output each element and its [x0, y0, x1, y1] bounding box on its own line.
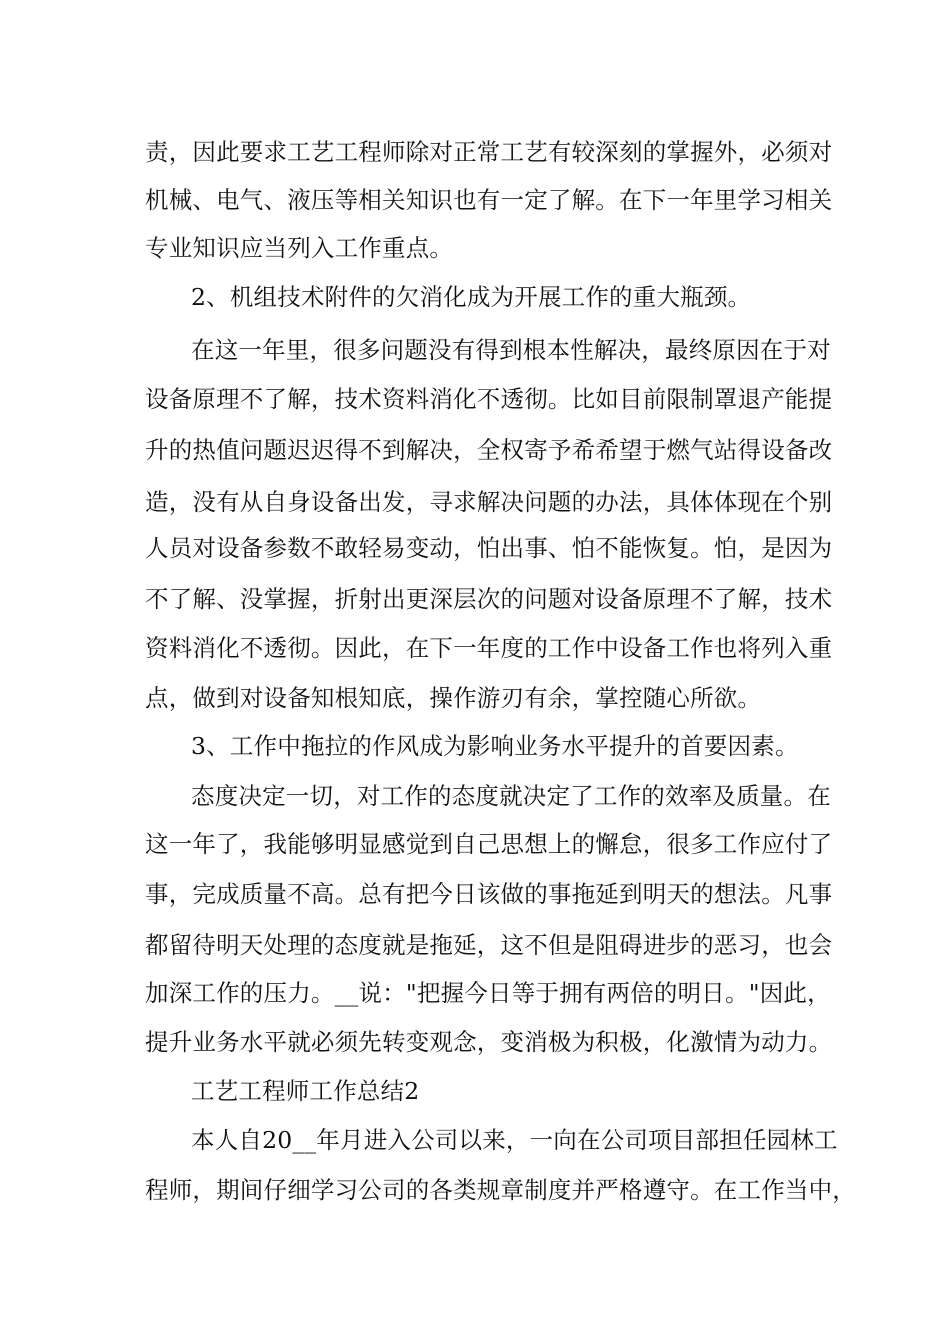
paragraph-line: 设备原理不了解，技术资料消化不透彻。比如目前限制罩退产能提 [145, 385, 833, 413]
paragraph-line: 都留待明天处理的态度就是拖延，这不但是阻碍进步的恶习，也会 [145, 931, 833, 959]
paragraph-line: 加深工作的压力。__说："把握今日等于拥有两倍的明日。"因此， [145, 979, 831, 1007]
section-title: 工艺工程师工作总结2 [191, 1077, 420, 1105]
paragraph-line: 升的热值问题迟迟得不到解决，全权寄予希希望于燃气站得设备改 [145, 436, 833, 464]
paragraph-line: 造，没有从自身设备出发，寻求解决问题的办法，具体体现在个别 [145, 488, 833, 516]
paragraph-line: 责，因此要求工艺工程师除对正常工艺有较深刻的掌握外，必须对 [145, 138, 833, 166]
paragraph-line: 本人自20__年月进入公司以来，一向在公司项目部担任园林工 [191, 1126, 838, 1154]
paragraph-line: 机械、电气、液压等相关知识也有一定了解。在下一年里学习相关 [145, 186, 833, 214]
paragraph-line: 程师，期间仔细学习公司的各类规章制度并严格遵守。在工作当中， [145, 1176, 856, 1204]
paragraph-line: 态度决定一切，对工作的态度就决定了工作的效率及质量。在 [191, 782, 831, 810]
paragraph-line: 点，做到对设备知根知底，操作游刃有余，掌控随心所欲。 [145, 684, 762, 712]
paragraph-line: 专业知识应当列入工作重点。 [145, 234, 454, 262]
paragraph-line: 提升业务水平就必须先转变观念，变消极为积极，化激情为动力。 [145, 1028, 833, 1056]
section-heading: 3、工作中拖拉的作风成为影响业务水平提升的首要因素。 [191, 732, 799, 760]
paragraph-line: 资料消化不透彻。因此，在下一年度的工作中设备工作也将列入重 [145, 634, 833, 662]
paragraph-line: 在这一年里，很多问题没有得到根本性解决，最终原因在于对 [191, 336, 831, 364]
paragraph-line: 不了解、没掌握，折射出更深层次的问题对设备原理不了解，技术 [145, 585, 833, 613]
paragraph-line: 这一年了，我能够明显感觉到自己思想上的懈怠，很多工作应付了 [145, 830, 833, 858]
paragraph-line: 人员对设备参数不敢轻易变动，怕出事、怕不能恢复。怕，是因为 [145, 534, 833, 562]
section-heading: 2、机组技术附件的欠消化成为开展工作的重大瓶颈。 [191, 283, 752, 311]
paragraph-line: 事，完成质量不高。总有把今日该做的事拖延到明天的想法。凡事 [145, 880, 833, 908]
